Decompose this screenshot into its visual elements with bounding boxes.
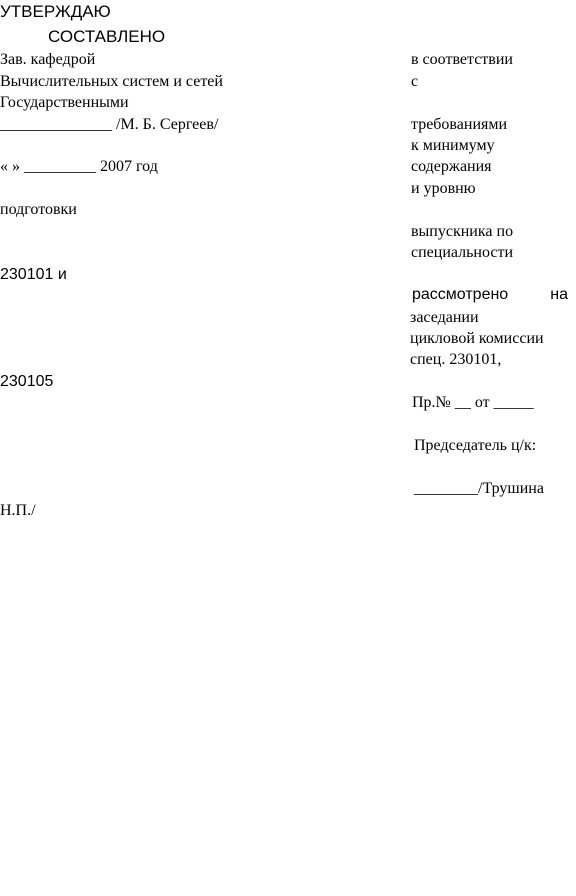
chair-name-continuation: Н.П./ <box>0 502 36 519</box>
approval-date-line: « » _________ 2007 год <box>0 158 158 175</box>
compliance-line-8: специальности <box>411 244 514 261</box>
specialty-code-1: 230101 и <box>0 266 67 283</box>
chair-signature-line: ________/Трушина <box>414 480 544 497</box>
reviewed-word: рассмотрено <box>412 286 509 303</box>
reviewed-at-word: на <box>550 286 568 303</box>
compliance-line-1: в соответствии <box>411 51 513 68</box>
compliance-line-6: и уровню <box>411 180 476 197</box>
reviewed-line <box>412 287 568 303</box>
commission-line: цикловой комиссии <box>410 330 544 347</box>
head-signature-line: ______________ /М. Б. Сергеев/ <box>0 116 219 133</box>
meeting-line: заседании <box>410 309 479 326</box>
specialty-reference-line: спец. 230101, <box>410 351 502 368</box>
compliance-line-7: выпускника по <box>411 223 514 240</box>
department-name: Вычислительных систем и сетей <box>0 73 223 90</box>
specialty-code-2: 230105 <box>0 373 54 390</box>
compliance-line-5: содержания <box>411 158 492 175</box>
compiled-heading: СОСТАВЛЕНО <box>48 27 166 46</box>
compliance-line-3: требованиями <box>411 116 508 133</box>
head-of-department-label: Зав. кафедрой <box>0 51 96 68</box>
approve-heading: УТВЕРЖДАЮ <box>0 2 111 21</box>
state-text: Государственными <box>0 94 129 111</box>
protocol-line: Пр.№ __ от _____ <box>412 394 534 411</box>
training-text: подготовки <box>0 201 77 218</box>
compliance-line-4: к минимуму <box>411 137 495 154</box>
compliance-line-2: с <box>411 73 419 90</box>
chair-label: Председатель ц/к: <box>414 437 537 454</box>
